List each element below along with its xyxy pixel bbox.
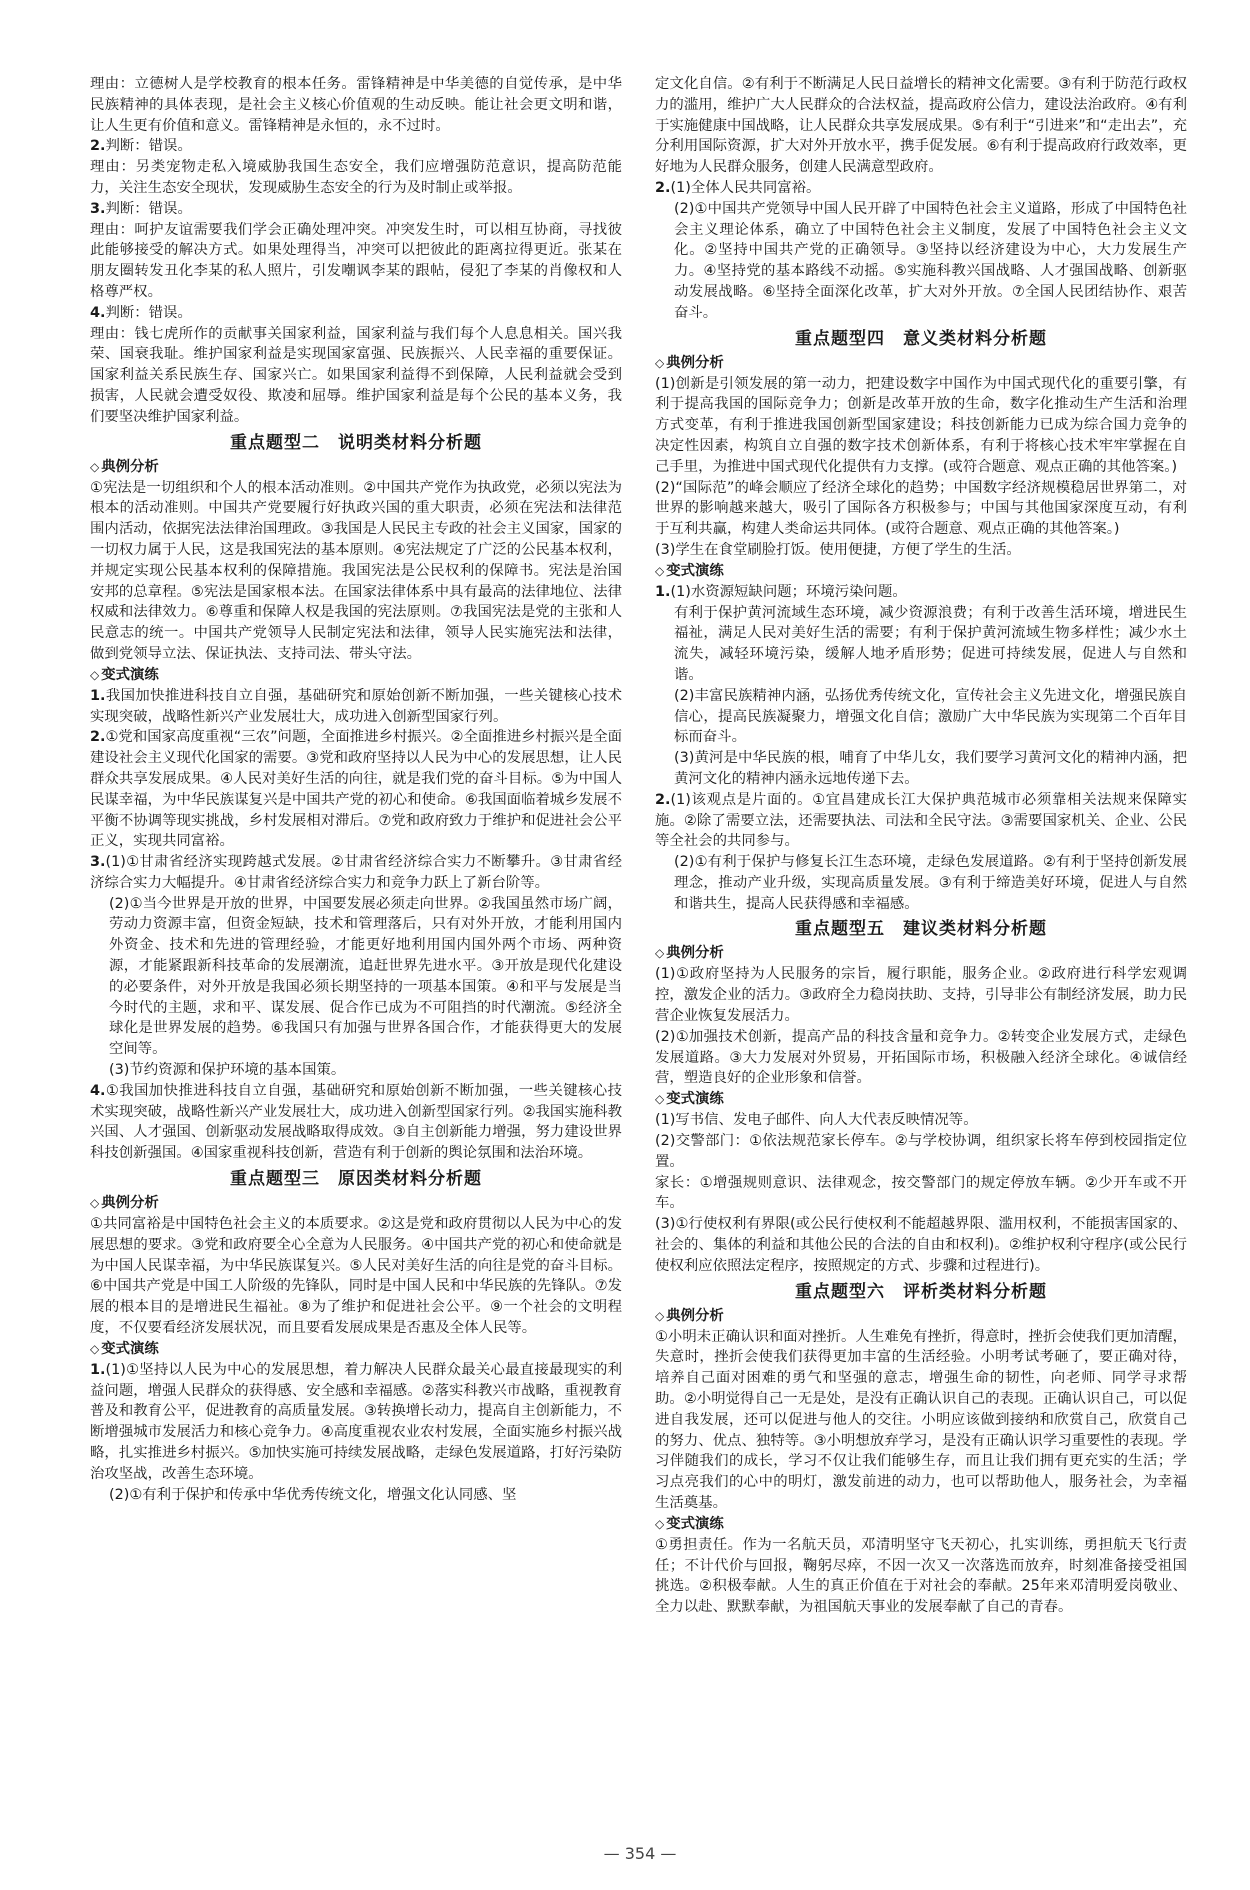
answer-text: 判断：错误。 (105, 200, 192, 217)
subsection-text: 变式演练 (101, 666, 159, 683)
answer-number: 4. (90, 304, 106, 321)
answer-paragraph: 家长：①增强规则意识、法律观念，按交警部门的规定停放车辆。②少开车或不开车。 (655, 1174, 1187, 1212)
subsection-label (655, 561, 1187, 582)
answer-paragraph: ①勇担责任。作为一名航天员，邓清明坚守飞天初心，扎实训练，勇担航天飞行责任；不计代价与回报，鞠躬尽瘁，不因一次又一次落选而放弃，时刻准备接受祖国挑选。②积极奉献。人生的真正价值在于对社会的奉献。25年来邓清明爱岗敬业、全力以赴、默默奉献，为祖国航天事业的发展奉献了自己的青春。 (655, 1536, 1187, 1616)
subsection-text: 典例分析 (101, 1195, 159, 1212)
answer-text: 判断：错误。 (105, 304, 192, 321)
subsection-label (655, 943, 1187, 964)
answer-text: (1)该观点是片面的。①宜昌建成长江大保护典范城市必须靠相关法规来保障实施。②除了需要立法，还需要执法、司法和全民守法。③需要国家机关、企业、公民等全社会的共同参与。 (655, 791, 1187, 850)
answer-paragraph: (3)①行使权利有界限(或公民行使权利不能超越界限、滥用权利，不能损害国家的、社会的、集体的利益和其他公民的合法的自由和权利)。②维护权利守程序(或公民行使权利应依照法定程序，按照规定的方式、步骤和过程进行)。 (655, 1216, 1187, 1274)
diamond-icon: ◇ (90, 1341, 100, 1356)
subsection-text: 变式演练 (101, 1340, 159, 1357)
diamond-icon: ◇ (90, 667, 100, 682)
section-heading: 重点题型二 说明类材料分析题 (230, 432, 482, 453)
answer-paragraph: ①小明未正确认识和面对挫折。人生难免有挫折，得意时，挫折会使我们更加清醒，失意时，挫折会使我们获得更加丰富的生活经验。小明考试考砸了，要正确对待，培养自己面对困难的勇气和坚强的意志，增强生命的韧性，向老师、同学寻求帮助。②小明觉得自己一无是处，是没有正确认识自己的表现。正确认识自己，可以促进自我发展，还可以促进与他人的交往。小明应该做到接纳和欣赏自己，欣赏自己的努力、优点、独特等。③小明想放弃学习，是没有正确认识学习重要性的表现。学习伴随我们的成长，学习不仅让我们能够生存，而且让我们拥有更充实的生活；学习点亮我们的心中的明灯，激发前进的动力，也可以帮助他人，服务社会，为幸福生活奠基。 (655, 1328, 1187, 1512)
answer-number: 4. (90, 1082, 106, 1099)
answer-paragraph: (2)“国际范”的峰会顺应了经济全球化的趋势；中国数字经济规模稳居世界第二，对世界的影响越来越大，吸引了国际各方积极参与；中国与其他国家深度互动，有利于互利共赢，构建人类命运共同体。(或符合题意、观点正确的其他答案。) (655, 479, 1187, 538)
answer-paragraph: ①共同富裕是中国特色社会主义的本质要求。②这是党和政府贯彻以人民为中心的发展思想的要求。③党和政府要全心全意为人民服务。④中国共产党的初心和使命就是为中国人民谋幸福，为中华民族谋复兴。⑤人民对美好生活的向往是党的奋斗目标。⑥中国共产党是中国工人阶级的先锋队，同时是中国人民和中华民族的先锋队。⑦发展的根本目的是增进民生福祉。⑧为了维护和促进社会公平。⑨一个社会的文明程度，不仅要看经济发展状况，而且要看发展成果是否惠及全体人民等。 (90, 1216, 622, 1337)
answer-text: (1)水资源短缺问题；环境污染问题。 (670, 583, 907, 600)
subsection-text: 变式演练 (666, 1091, 724, 1108)
numbered-answer (655, 790, 1187, 852)
answer-paragraph: (2)①有利于保护与修复长江生态环境，走绿色发展道路。②有利于坚持创新发展理念，推动产业升级，实现高质量发展。③有利于缔造美好环境，促进人与自然和谐共生，提高人民获得感和幸福感。 (674, 854, 1187, 912)
answer-paragraph: 理由：呵护友谊需要我们学会正确处理冲突。冲突发生时，可以相互协商，寻找彼此能够接受的解决方式。如果处理得当，冲突可以把彼此的距离拉得更近。张某在朋友圈转发丑化李某的私人照片，引发嘲讽李某的跟帖，侵犯了李某的肖像权和人格尊严权。 (90, 221, 622, 300)
answer-page (90, 74, 1190, 1863)
answer-number: 2. (655, 179, 671, 196)
numbered-answer (90, 727, 622, 852)
answer-paragraph: (2)交警部门：①依法规范家长停车。②与学校协调，组织家长将车停到校园指定位置。 (655, 1133, 1187, 1170)
answer-text: (1)全体人民共同富裕。 (670, 179, 821, 196)
answer-number: 3. (90, 200, 106, 217)
subsection-label (90, 1193, 622, 1214)
answer-paragraph: 理由：另类宠物走私入境威胁我国生态安全，我们应增强防范意识，提高防范能力，关注生态安全现状，发现威胁生态安全的行为及时制止或举报。 (90, 159, 622, 196)
answer-text: 我国加快推进科技自立自强，基础研究和原始创新不断加强，一些关键核心技术实现突破，战略性新兴产业发展壮大，成功进入创新型国家行列。 (90, 687, 622, 725)
answer-number: 3. (90, 854, 106, 871)
diamond-icon: ◇ (655, 1516, 665, 1531)
answer-text: 判断：错误。 (105, 138, 192, 155)
answer-paragraph: (2)①有利于保护和传承中华优秀传统文化，增强文化认同感、坚 (109, 1486, 517, 1503)
subsection-label (655, 1089, 1187, 1110)
answer-number: 2. (655, 791, 671, 808)
subsection-label (655, 353, 1187, 374)
answer-paragraph: 理由：钱七虎所作的贡献事关国家利益，国家利益与我们每个人息息相关。国兴我荣、国衰我耻。维护国家利益是实现国家富强、民族振兴、人民幸福的重要保证。国家利益关系民族生存、国家兴亡。如果国家利益得不到保障，人民利益就会受到损害，人民就会遭受奴役、欺凌和屈辱。维护国家利益是每个公民的基本义务，我们要坚决维护国家利益。 (90, 325, 622, 425)
diamond-icon: ◇ (90, 459, 100, 474)
answer-number: 1. (655, 583, 671, 600)
numbered-answer (90, 686, 622, 728)
answer-number: 2. (90, 138, 106, 155)
answer-paragraph: (3)学生在食堂刷脸打饭。使用便捷，方便了学生的生活。 (655, 541, 1021, 558)
page-number: — 354 — (603, 1844, 677, 1863)
diamond-icon: ◇ (655, 946, 665, 961)
numbered-answer (90, 136, 622, 157)
answer-paragraph: (1)写书信、发电子邮件、向人大代表反映情况等。 (655, 1112, 978, 1129)
answer-paragraph: (2)①当今世界是开放的世界，中国要发展必须走向世界。②我国虽然市场广阔，劳动力资源丰富，但资金短缺，技术和管理落后，只有对外开放，才能利用国内外资金、技术和先进的管理经验，才能更好地利用国内国外两个市场、两种资源，才能紧跟新科技革命的发展潮流，追赶世界先进水平。③开放是现代化建设的必要条件，对外开放是我国必须长期坚持的一项基本国策。④和平与发展是当今时代的主题，求和平、谋发展、促合作已成为不可阻挡的时代潮流。⑤经济全球化是世界发展的趋势。⑥我国只有加强与世界各国合作，才能获得更大的发展空间等。 (109, 895, 622, 1058)
answer-number: 2. (90, 729, 106, 746)
answer-paragraph: 有利于保护黄河流域生态环境，减少资源浪费；有利于改善生活环境，增进民生福祉，满足人民对美好生活的需要；有利于保护黄河流域生物多样性；减少水土流失，减轻环境污染，缓解人地矛盾形势；促进可持续发展，促进人与自然和谐。 (674, 604, 1187, 683)
subsection-label (655, 1514, 1187, 1535)
answer-number: 1. (90, 1361, 106, 1378)
answer-paragraph: 理由：立德树人是学校教育的根本任务。雷锋精神是中华美德的自觉传承，是中华民族精神的具体表现，是社会主义核心价值观的生动反映。能让社会更文明和谐，让人生更有价值和意义。雷锋精神是永恒的，永不过时。 (90, 76, 622, 134)
numbered-answer (90, 199, 622, 220)
answer-text: ①党和国家高度重视“三农”问题，全面推进乡村振兴。②全面推进乡村振兴是全面建设社会主义现代化国家的需要。③党和政府坚持以人民为中心的发展思想，让人民群众共享发展成果。④人民对美好生活的向往，就是我们党的奋斗目标。⑤为中国人民谋幸福，为中华民族谋复兴是中国共产党的初心和使命。⑥我国面临着城乡发展不平衡不协调等现实挑战，乡村发展相对滞后。⑦党和政府致力于维护和促进社会公平正义，实现共同富裕。 (90, 729, 622, 850)
answer-paragraph: (1)①政府坚持为人民服务的宗旨，履行职能，服务企业。②政府进行科学宏观调控，激发企业的活力。③政府全力稳岗扶助、支持，引导非公有制经济发展，助力民营企业恢复发展活力。 (655, 966, 1187, 1025)
subsection-label (90, 1339, 622, 1360)
numbered-answer (90, 303, 622, 324)
answer-text: (1)①坚持以人民为中心的发展思想，着力解决人民群众最关心最直接最现实的利益问题，增强人民群众的获得感、安全感和幸福感。②落实科教兴市战略，重视教育普及和教育公平，促进教育的高质量发展。③转换增长动力，提高自主创新能力，不断增强城市发展活力和核心竞争力。④高度重视农业农村发展，全面实施乡村振兴战略，扎实推进乡村振兴。⑤加快实施可持续发展战略，走绿色发展道路，打好污染防治攻坚战，改善生态环境。 (90, 1361, 622, 1482)
diamond-icon: ◇ (655, 1092, 665, 1107)
diamond-icon: ◇ (655, 1308, 665, 1323)
answer-text: (1)①甘肃省经济实现跨越式发展。②甘肃省经济综合实力不断攀升。③甘肃省经济综合实力大幅提升。④甘肃省经济综合实力和竞争力跃上了新台阶等。 (90, 854, 622, 891)
left-column (90, 74, 622, 1784)
subsection-label (90, 665, 622, 686)
subsection-text: 典例分析 (666, 945, 724, 962)
subsection-text: 变式演练 (666, 1515, 724, 1532)
answer-paragraph: ①宪法是一切组织和个人的根本活动准则。②中国共产党作为执政党，必须以宪法为根本的活动准则。中国共产党要履行好执政兴国的重大职责，必须在宪法和法律范围内活动，依据宪法法律治国理政。③我国是人民民主专政的社会主义国家，国家的一切权力属于人民，这是我国宪法的基本原则。④宪法规定了广泛的公民基本权利，并规定实现公民基本权利的保障措施。我国宪法是公民权利的保障书。宪法是治国安邦的总章程。⑤宪法是国家根本法。在国家法律体系中具有最高的法律地位、法律权威和法律效力。⑥尊重和保障人权是我国的宪法原则。⑦我国宪法是党的主张和人民意志的统一。中国共产党领导人民制定宪法和法律，领导人民实施宪法和法律，做到党领导立法、保证执法、支持司法、带头守法。 (90, 479, 622, 662)
numbered-answer (655, 582, 1187, 603)
subsection-text: 典例分析 (666, 354, 724, 371)
subsection-text: 变式演练 (666, 562, 724, 579)
section-heading: 重点题型五 建议类材料分析题 (795, 919, 1047, 940)
section-heading: 重点题型四 意义类材料分析题 (795, 328, 1047, 349)
diamond-icon: ◇ (655, 355, 665, 370)
right-column (655, 74, 1187, 1784)
section-heading: 重点题型六 评析类材料分析题 (795, 1281, 1047, 1302)
subsection-label (655, 1306, 1187, 1327)
answer-paragraph: 定文化自信。②有利于不断满足人民日益增长的精神文化需要。③有利于防范行政权力的滥用，维护广大人民群众的合法权益，提高政府公信力，建设法治政府。④有利于实施健康中国战略，让人民群众共享发展成果。⑤有利于“引进来”和“走出去”，充分利用国际资源，扩大对外开放水平，携手促发展。⑥有利于提高政府行政效率，更好地为人民群众服务，创建人民满意型政府。 (655, 76, 1187, 176)
answer-paragraph: (3)节约资源和保护环境的基本国策。 (109, 1062, 346, 1079)
numbered-answer (90, 1081, 622, 1164)
subsection-label (90, 457, 622, 478)
diamond-icon: ◇ (90, 1196, 100, 1211)
answer-paragraph: (2)①加强技术创新，提高产品的科技含量和竞争力。②转变企业发展方式，走绿色发展道路。③大力发展对外贸易，开拓国际市场，积极融入经济全球化。④诚信经营，塑造良好的企业形象和信誉。 (655, 1028, 1187, 1087)
answer-paragraph: (3)黄河是中华民族的根，哺育了中华儿女，我们要学习黄河文化的精神内涵，把黄河文化的精神内涵永远地传递下去。 (674, 750, 1187, 787)
answer-text: ①我国加快推进科技自立自强，基础研究和原始创新不断加强，一些关键核心技术实现突破，战略性新兴产业发展壮大，成功进入创新型国家行列。②我国实施科教兴国、人才强国、创新驱动发展战略取得成效。③自主创新能力增强，努力建设世界科技创新强国。④国家重视科技创新，营造有利于创新的舆论氛围和法治环境。 (90, 1082, 622, 1162)
answer-paragraph: (2)丰富民族精神内涵，弘扬优秀传统文化，宣传社会主义先进文化，增强民族自信心，提高民族凝聚力，增强文化自信；激励广大中华民族为实现第二个百年目标而奋斗。 (674, 687, 1187, 746)
numbered-answer (90, 852, 622, 894)
numbered-answer (90, 1360, 622, 1485)
subsection-text: 典例分析 (666, 1307, 724, 1324)
answer-paragraph: (2)①中国共产党领导中国人民开辟了中国特色社会主义道路，形成了中国特色社会主义理论体系，确立了中国特色社会主义制度，发展了中国特色社会主义文化。②坚持中国共产党的正确领导。③坚持以经济建设为中心，大力发展生产力。④坚持党的基本路线不动摇。⑤实施科教兴国战略、人才强国战略、创新驱动发展战略。⑥坚持全面深化改革，扩大对外开放。⑦全国人民团结协作、艰苦奋斗。 (674, 200, 1187, 321)
section-heading: 重点题型三 原因类材料分析题 (230, 1169, 482, 1190)
answer-paragraph: (1)创新是引领发展的第一动力，把建设数字中国作为中国式现代化的重要引擎，有利于提高我国的国际竞争力；创新是改革开放的生命，数字化推动生产生活和治理方式变革，有利于推进我国创新型国家建设；科技创新能力已成为综合国力竞争的决定性因素，构筑自立自强的数字技术创新体系，有利于将核心技术牢牢掌握在自己手里，为推进中国式现代化提供有力支撑。(或符合题意、观点正确的其他答案。) (655, 375, 1187, 475)
numbered-answer (655, 178, 1187, 199)
subsection-text: 典例分析 (101, 458, 159, 475)
answer-number: 1. (90, 687, 106, 704)
diamond-icon: ◇ (655, 563, 665, 578)
